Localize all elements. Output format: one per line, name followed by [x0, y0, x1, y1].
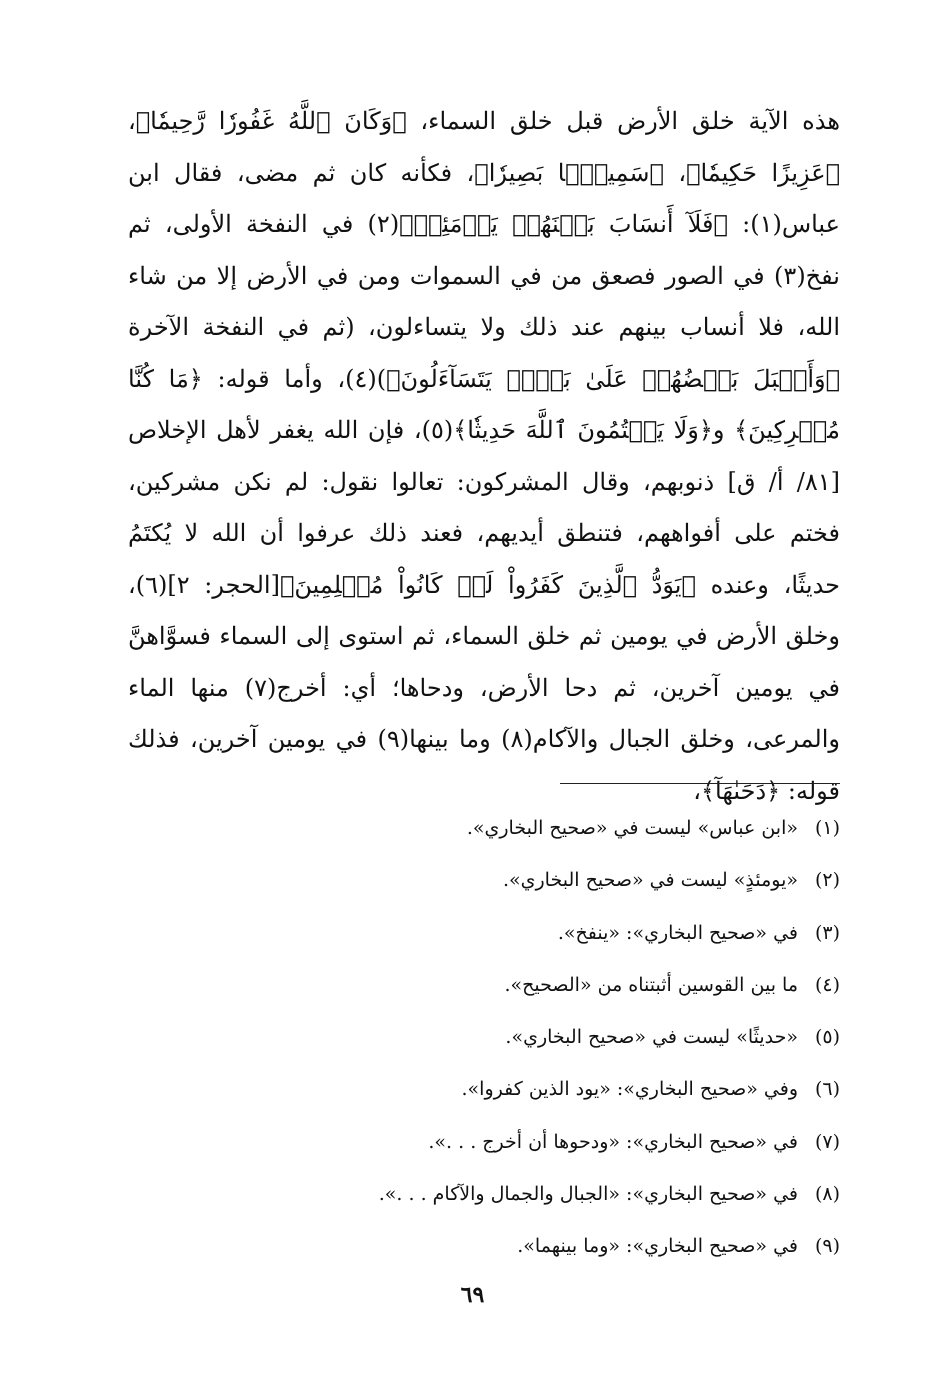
- footnote: [128, 1174, 840, 1226]
- footnote-text: في «صحيح البخاري»: «الجبال والجمال والآكام . . .».: [378, 1183, 798, 1206]
- footnote-text: ما بين القوسين أثبتناه من «الصحيح».: [504, 973, 798, 996]
- footnote-number: (٩): [814, 1235, 840, 1258]
- page-number: ٦٩: [460, 1282, 485, 1308]
- footnote-text: في «صحيح البخاري»: «ينفخ».: [557, 921, 798, 944]
- footnote: [128, 1122, 840, 1174]
- footnote-number: (٤): [814, 973, 840, 996]
- footnote-number: (٥): [814, 1026, 840, 1049]
- footnote-text: «ابن عباس» ليست في «صحيح البخاري».: [466, 817, 798, 839]
- footnote-text: في «صحيح البخاري»: «ودحوها أن أخرج . . .».: [428, 1130, 798, 1153]
- body-paragraph: هذه الآية خلق الأرض قبل خلق السماء، ﴿وَكَانَ ٱللَّهُ غَفُورٗا رَّحِيمٗا﴾، ﴿عَزِيزًا حَكِيمٗا﴾، ﴿سَمِيعَۢا بَصِيرٗا﴾، فكأنه كان ثم مضى، فقال ابن عباس(١): ﴿فَلَآ أَنسَابَ بَيۡنَهُمۡ يَوۡمَئِذٖ﴾(٢) في النفخة الأولى، ثم نفخ(٣) في الصور فصعق من في السموات ومن في الأرض إلا من شاء الله، فلا أنساب بينهم عند ذلك ولا يتساءلون، (ثم في النفخة الآخرة ﴿وَأَقۡبَلَ بَعۡضُهُمۡ عَلَىٰ بَعۡضٖ يَتَسَآءَلُونَ﴾)(٤)، وأما قوله: ﴿مَا كُنَّا مُشۡرِكِينَ﴾ و﴿وَلَا يَكۡتُمُونَ ٱللَّهَ حَدِيثٗا﴾(٥)، فإن الله يغفر لأهل الإخلاص [٨١/ أ/ ق] ذنوبهم، وقال المشركون: تعالوا نقول: لم نكن مشركين، فختم على أفواههم، فتنطق أيديهم، فعند ذلك عرفوا أن الله لا يُكتَمُ حديثًا، وعنده ﴿يَوَدُّ ٱلَّذِينَ كَفَرُواْ لَوۡ كَانُواْ مُسۡلِمِينَ﴾[الحجر: ٢](٦)، وخلق الأرض في يومين ثم خلق السماء، ثم استوى إلى السماء فسوَّاهنَّ في يومين آخرين، ثم دحا الأرض، ودحاها؛ أي: أخرج(٧) منها الماء والمرعى، وخلق الجبال والآكام(٨) وما بينها(٩) في يومين آخرين، فذلك قوله: ﴿دَحَىٰهَآ﴾،: [128, 107, 841, 805]
- footnote: [128, 913, 840, 965]
- footnote-number: (٦): [814, 1078, 840, 1101]
- footnote-divider: [560, 783, 840, 784]
- footnote-number: (٨): [814, 1183, 840, 1206]
- footnotes-list: [128, 808, 840, 1279]
- footnote-number: (٧): [814, 1130, 840, 1153]
- footnote: [128, 1017, 840, 1069]
- footnote: [128, 808, 840, 860]
- footnote: [128, 1226, 840, 1278]
- footnote: [128, 1069, 840, 1121]
- footnote-number: (٣): [814, 921, 840, 944]
- footnote-text: «حديثًا» ليست في «صحيح البخاري».: [505, 1026, 798, 1049]
- footnote-number: (١): [814, 817, 840, 839]
- footnote: [128, 860, 840, 912]
- footnote-text: وفي «صحيح البخاري»: «يود الذين كفروا».: [461, 1078, 798, 1101]
- footnote-text: «يومئذٍ» ليست في «صحيح البخاري».: [502, 869, 798, 892]
- footnote-text: في «صحيح البخاري»: «وما بينهما».: [517, 1235, 798, 1258]
- footnote: [128, 965, 840, 1017]
- footnote-number: (٢): [814, 869, 840, 892]
